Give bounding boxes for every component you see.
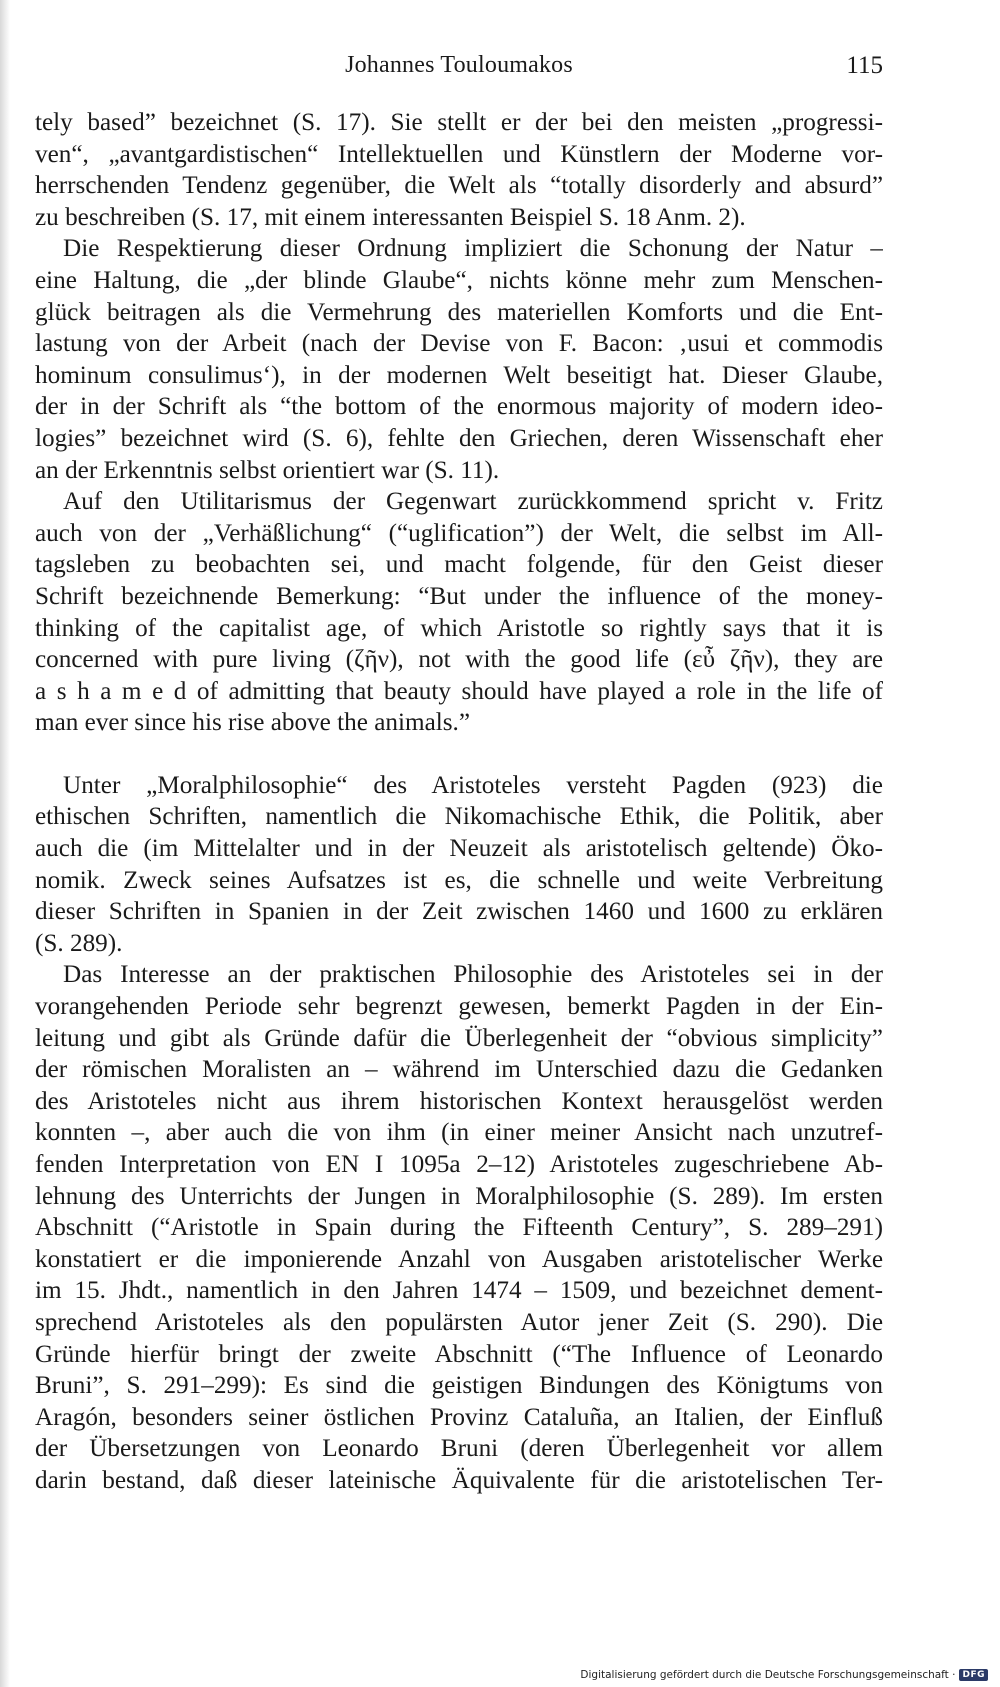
text-line: fenden Interpretation von EN I 1095a 2–12) Aristoteles zugeschriebene Ab- — [35, 1151, 883, 1178]
text-line: Gründe hierfür bringt der zweite Abschnitt (“The Influence of Leonardo — [35, 1340, 883, 1368]
text-line: zu beschreiben (S. 17, mit einem interessanten Beispiel S. 18 Anm. 2). — [35, 203, 746, 231]
text-line: a s h a m e d of admitting that beauty should have played a role in the life of — [35, 677, 883, 705]
text-line: tagsleben zu beobachten sei, und macht folgende, für den Geist dieser — [35, 551, 883, 579]
text-line: Auf den Utilitarismus der Gegenwart zurückkommend spricht v. Fritz — [63, 488, 883, 516]
text-line: eine Haltung, die „der blinde Glaube“, nichts könne mehr zum Menschen- — [35, 266, 883, 294]
text-line: Das Interesse an der praktischen Philosophie des Aristoteles sei in der — [63, 961, 883, 989]
text-line: der in der Schrift als “the bottom of the enormous majority of modern ideo- — [35, 393, 883, 421]
text-line: ven“, „avantgardistischen“ Intellektuellen und Künstlern der Moderne vor- — [35, 140, 883, 168]
text-line: des Aristoteles nicht aus ihrem historischen Kontext herausgelöst werden — [35, 1087, 883, 1115]
text-line: auch von der „Verhäßlichung“ (“uglification”) der Welt, die selbst im All- — [35, 519, 883, 547]
text-line: dieser Schriften in Spanien in der Zeit zwischen 1460 und 1600 zu erklären — [35, 898, 883, 926]
text-line: tely based” bezeichnet (S. 17). Sie stellt er der bei den meisten „progressi- — [35, 109, 883, 136]
text-line: herrschenden Tendenz gegenüber, die Welt als “totally disorderly and absurd” — [35, 172, 883, 200]
text-line: sprechend Aristoteles als den populärsten Autor jener Zeit (S. 290). Die — [35, 1308, 883, 1336]
page-number: 115 — [846, 52, 883, 79]
text-line: lastung von der Arbeit (nach der Devise von F. Bacon: ‚usui et commodis — [35, 330, 883, 358]
text-line: der Übersetzungen von Leonardo Bruni (deren Überlegenheit vor allem — [35, 1435, 883, 1463]
text-line: glück beitragen als die Vermehrung des materiellen Komforts und die Ent- — [35, 298, 883, 326]
section-break — [35, 739, 883, 770]
text-line: der römischen Moralisten an – während im Unterschied dazu die Gedanken — [35, 1056, 883, 1084]
text-line: leitung und gibt als Gründe dafür die Überlegenheit der “obvious simplicity” — [35, 1024, 883, 1052]
text-line: an der Erkenntnis selbst orientiert war (S. 11). — [35, 456, 500, 484]
text-line: (S. 289). — [35, 929, 123, 957]
text-line: im 15. Jhdt., namentlich in den Jahren 1474 – 1509, und bezeichnet dement- — [35, 1277, 883, 1305]
text-line: vorangehenden Periode sehr begrenzt gewesen, bemerkt Pagden in der Ein- — [35, 993, 883, 1021]
text-line: auch die (im Mittelalter und in der Neuzeit als aristotelisch geltende) Öko- — [35, 835, 883, 863]
text-line: konstatiert er die imponierende Anzahl von Ausgaben aristotelischer Werke — [35, 1245, 883, 1273]
text-line: hominum consulimus‘), in der modernen Welt beseitigt hat. Dieser Glaube, — [35, 361, 883, 389]
running-header-author: Johannes Touloumakos — [345, 52, 573, 78]
text-line: logies” bezeichnet wird (S. 6), fehlte den Griechen, deren Wissenschaft eher — [35, 424, 883, 452]
page-edge-shadow — [0, 0, 10, 1687]
dfg-logo: DFG — [959, 1669, 988, 1681]
body-text — [35, 107, 883, 1497]
text-line: Schrift bezeichnende Bemerkung: “But under the influence of the money- — [35, 582, 883, 610]
text-line: concerned with pure living (ζῆν), not with the good life (εὖ ζῆν), they are — [35, 646, 883, 674]
digitization-credit-text: Digitalisierung gefördert durch die Deutsche Forschungsgemeinschaft · — [580, 1669, 956, 1681]
text-line: konnten –, aber auch die von ihm (in einer meiner Ansicht nach unzutref- — [35, 1119, 883, 1147]
running-header — [35, 52, 883, 88]
text-line: Abschnitt (“Aristotle in Spain during the Fifteenth Century”, S. 289–291) — [35, 1214, 883, 1242]
text-line: nomik. Zweck seines Aufsatzes ist es, die schnelle und weite Verbreitung — [35, 866, 883, 894]
text-line: ethischen Schriften, namentlich die Nikomachische Ethik, die Politik, aber — [35, 803, 883, 831]
text-line: Bruni”, S. 291–299): Es sind die geistigen Bindungen des Königtums von — [35, 1372, 883, 1400]
text-line: lehnung des Unterrichts der Jungen in Moralphilosophie (S. 289). Im ersten — [35, 1182, 883, 1210]
text-line: Die Respektierung dieser Ordnung impliziert die Schonung der Natur – — [63, 235, 883, 263]
text-line: thinking of the capitalist age, of which Aristotle so rightly says that it is — [35, 614, 883, 642]
digitization-credit — [580, 1669, 988, 1681]
text-line: Unter „Moralphilosophie“ des Aristoteles versteht Pagden (923) die — [63, 771, 883, 799]
text-line: man ever since his rise above the animals.” — [35, 709, 471, 737]
text-line: darin bestand, daß dieser lateinische Äquivalente für die aristotelischen Ter- — [35, 1466, 883, 1494]
text-line: Aragón, besonders seiner östlichen Provinz Cataluña, an Italien, der Einfluß — [35, 1403, 883, 1431]
